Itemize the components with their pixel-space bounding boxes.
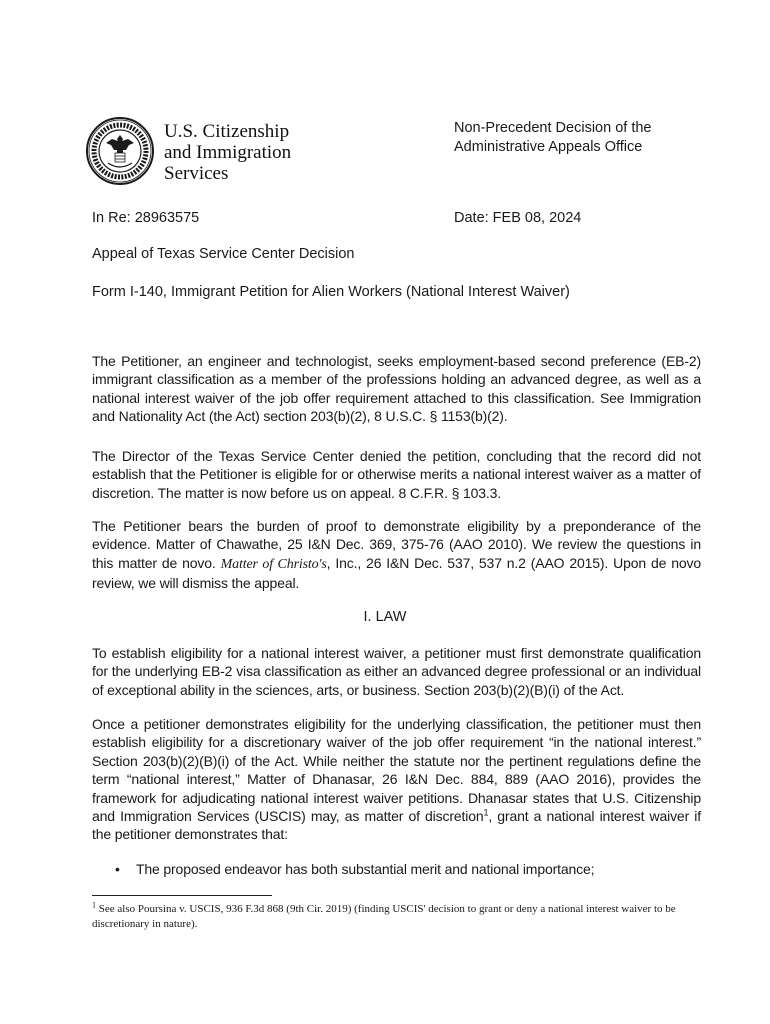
bullet-item-1: The proposed endeavor has both substantial merit and national importance;: [136, 861, 595, 877]
footnote-divider: [92, 895, 272, 896]
decision-type-line-2: Administrative Appeals Office: [454, 139, 643, 155]
paragraph-3: [92, 517, 701, 593]
case-citation-italic: Matter of Christo's: [220, 556, 327, 572]
paragraph-3-text-a: The Petitioner bears the burden of proof to demonstrate eligibility by a preponderance of the evidence. Matter of Chawathe, 25 I&N Dec. 369, 375-76 (AAO 2010). We review the questions in this matter de novo.: [92, 518, 701, 571]
paragraph-3-text-b: , Inc., 26 I&N Dec. 537, 537 n.2 (AAO 2015). Upon de novo review, we will dismiss the appeal.: [92, 554, 701, 592]
appeal-title: Appeal of Texas Service Center Decision: [92, 246, 355, 262]
section-heading-law: I. LAW: [363, 609, 407, 625]
paragraph-4: To establish eligibility for a national interest waiver, a petitioner must first demonstrate qualification for the underlying EB-2 visa classification as either an advanced degree professional or an individual of exceptional ability in the sciences, arts, or business. Section 203(b)(2)(B)(i) of the Act.: [92, 645, 701, 698]
footnote-text: See also Poursina v. USCIS, 936 F.3d 868 (9th Cir. 2019) (finding USCIS' decision to grant or deny a national interest waiver to be discretionary in nature).: [92, 903, 676, 930]
footnote-mark: 1: [92, 900, 96, 910]
paragraph-5: [92, 715, 701, 844]
footnote-1: [92, 902, 704, 932]
paragraph-1: The Petitioner, an engineer and technologist, seeks employment-based second preference (EB-2) immigrant classification as a member of the professions holding an advanced degree, as well as a national interest waiver of the job offer requirement attached to this classification. See Immigration and Nationality Act (the Act) section 203(b)(2), 8 U.S.C. § 1153(b)(2).: [92, 353, 701, 425]
dhs-seal-icon: [86, 117, 154, 185]
decision-type-line-1: Non-Precedent Decision of the: [454, 120, 652, 136]
agency-line-1: U.S. Citizenship: [164, 121, 290, 142]
agency-name: [164, 121, 291, 184]
paragraph-5-text-b: , grant a national interest waiver if the petitioner demonstrates that:: [92, 808, 702, 843]
footnote-reference: 1: [483, 807, 489, 818]
agency-line-3: Services: [164, 163, 229, 184]
form-title: Form I-140, Immigrant Petition for Alien Workers (National Interest Waiver): [92, 284, 570, 300]
in-re-receipt: In Re: 28963575: [92, 210, 200, 226]
paragraph-2: The Director of the Texas Service Center denied the petition, concluding that the record did not establish that the Petitioner is eligible for or otherwise merits a national interest waiver as a matter of discretion. The matter is now before us on appeal. 8 C.F.R. § 103.3.: [92, 448, 701, 501]
decision-date: Date: FEB 08, 2024: [454, 210, 582, 226]
decision-type: [454, 119, 651, 157]
paragraph-5-text-a: Once a petitioner demonstrates eligibility for the underlying classification, the petitioner must then establish eligibility for a discretionary waiver of the job offer requirement “in the national interest.” Section 203(b)(2)(B)(i) of the Act. While neither the statute nor the pertinent regulations define the term “national interest,” Matter of Dhanasar, 26 I&N Dec. 884, 889 (AAO 2016), provides the framework for adjudicating national interest waiver petitions. Dhanasar states that U.S. Citizenship and Immigration Services (USCIS) may, as matter of discretion: [92, 716, 701, 825]
bullet-icon: •: [115, 861, 120, 877]
agency-line-2: and Immigration: [164, 142, 292, 163]
